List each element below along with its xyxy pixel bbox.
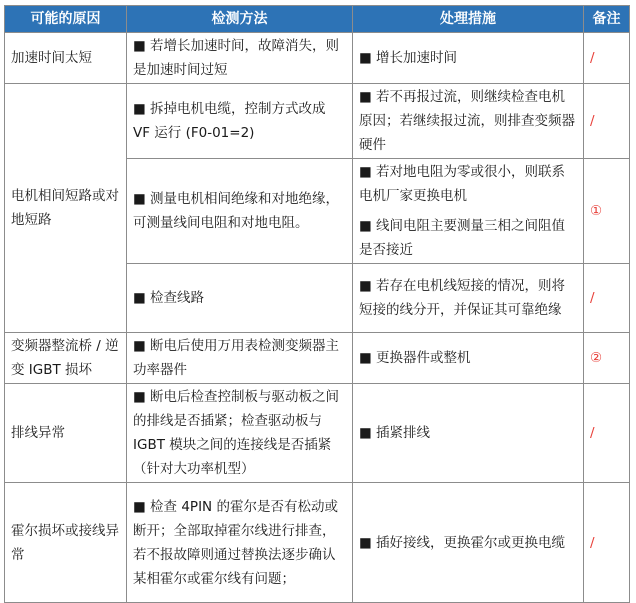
method-cell: ■ 若增长加速时间，故障消失，则是加速时间过短 xyxy=(127,33,353,84)
note-cell: ② xyxy=(584,333,630,384)
action-cell: ■ 若不再报过流，则继续检查电机原因；若继续报过流，则排查变频器硬件 xyxy=(353,84,584,159)
action-cell xyxy=(353,159,584,264)
table-row xyxy=(5,333,630,384)
method-cell: ■ 拆掉电机电缆，控制方式改成 VF 运行 (F0-01=2) xyxy=(127,84,353,159)
action-cell: ■ 插好接线，更换霍尔或更换电缆 xyxy=(353,483,584,603)
method-cell: ■ 检查线路 xyxy=(127,264,353,333)
action-cell: ■ 若存在电机线短接的情况，则将短接的线分开，并保证其可靠绝缘 xyxy=(353,264,584,333)
method-cell: ■ 断电后检查控制板与驱动板之间的排线是否插紧；检查驱动板与 IGBT 模块之间的连接线是否插紧（针对大功率机型） xyxy=(127,384,353,483)
action-line: ■ 线间电阻主要测量三相之间阻值是否接近 xyxy=(359,218,566,258)
action-line: ■ 若对地电阻为零或很小，则联系电机厂家更换电机 xyxy=(359,164,566,204)
method-cell: ■ 断电后使用万用表检测变频器主功率器件 xyxy=(127,333,353,384)
action-cell: ■ 插紧排线 xyxy=(353,384,584,483)
header-note: 备注 xyxy=(584,6,630,33)
method-cell: ■ 测量电机相间绝缘和对地绝缘，可测量线间电阻和对地电阻。 xyxy=(127,159,353,264)
cause-cell: 变频器整流桥 / 逆变 IGBT 损坏 xyxy=(5,333,127,384)
fault-table xyxy=(4,5,630,603)
cause-cell: 加速时间太短 xyxy=(5,33,127,84)
header-row xyxy=(5,6,630,33)
note-cell: ① xyxy=(584,159,630,264)
note-cell: / xyxy=(584,33,630,84)
note-cell: / xyxy=(584,264,630,333)
header-method: 检测方法 xyxy=(127,6,353,33)
cause-cell: 霍尔损坏或接线异常 xyxy=(5,483,127,603)
action-cell: ■ 更换器件或整机 xyxy=(353,333,584,384)
header-action: 处理措施 xyxy=(353,6,584,33)
method-cell: ■ 检查 4PIN 的霍尔是否有松动或断开；全部取掉霍尔线进行排查，若不报故障则通过替换法逐步确认某相霍尔或霍尔线有问题； xyxy=(127,483,353,603)
cause-cell: 电机相间短路或对地短路 xyxy=(5,84,127,333)
table-row xyxy=(5,84,630,159)
action-cell: ■ 增长加速时间 xyxy=(353,33,584,84)
cause-cell: 排线异常 xyxy=(5,384,127,483)
note-cell: / xyxy=(584,483,630,603)
note-cell: / xyxy=(584,84,630,159)
table-row xyxy=(5,384,630,483)
header-cause: 可能的原因 xyxy=(5,6,127,33)
table-row xyxy=(5,483,630,603)
note-cell: / xyxy=(584,384,630,483)
table-row xyxy=(5,33,630,84)
